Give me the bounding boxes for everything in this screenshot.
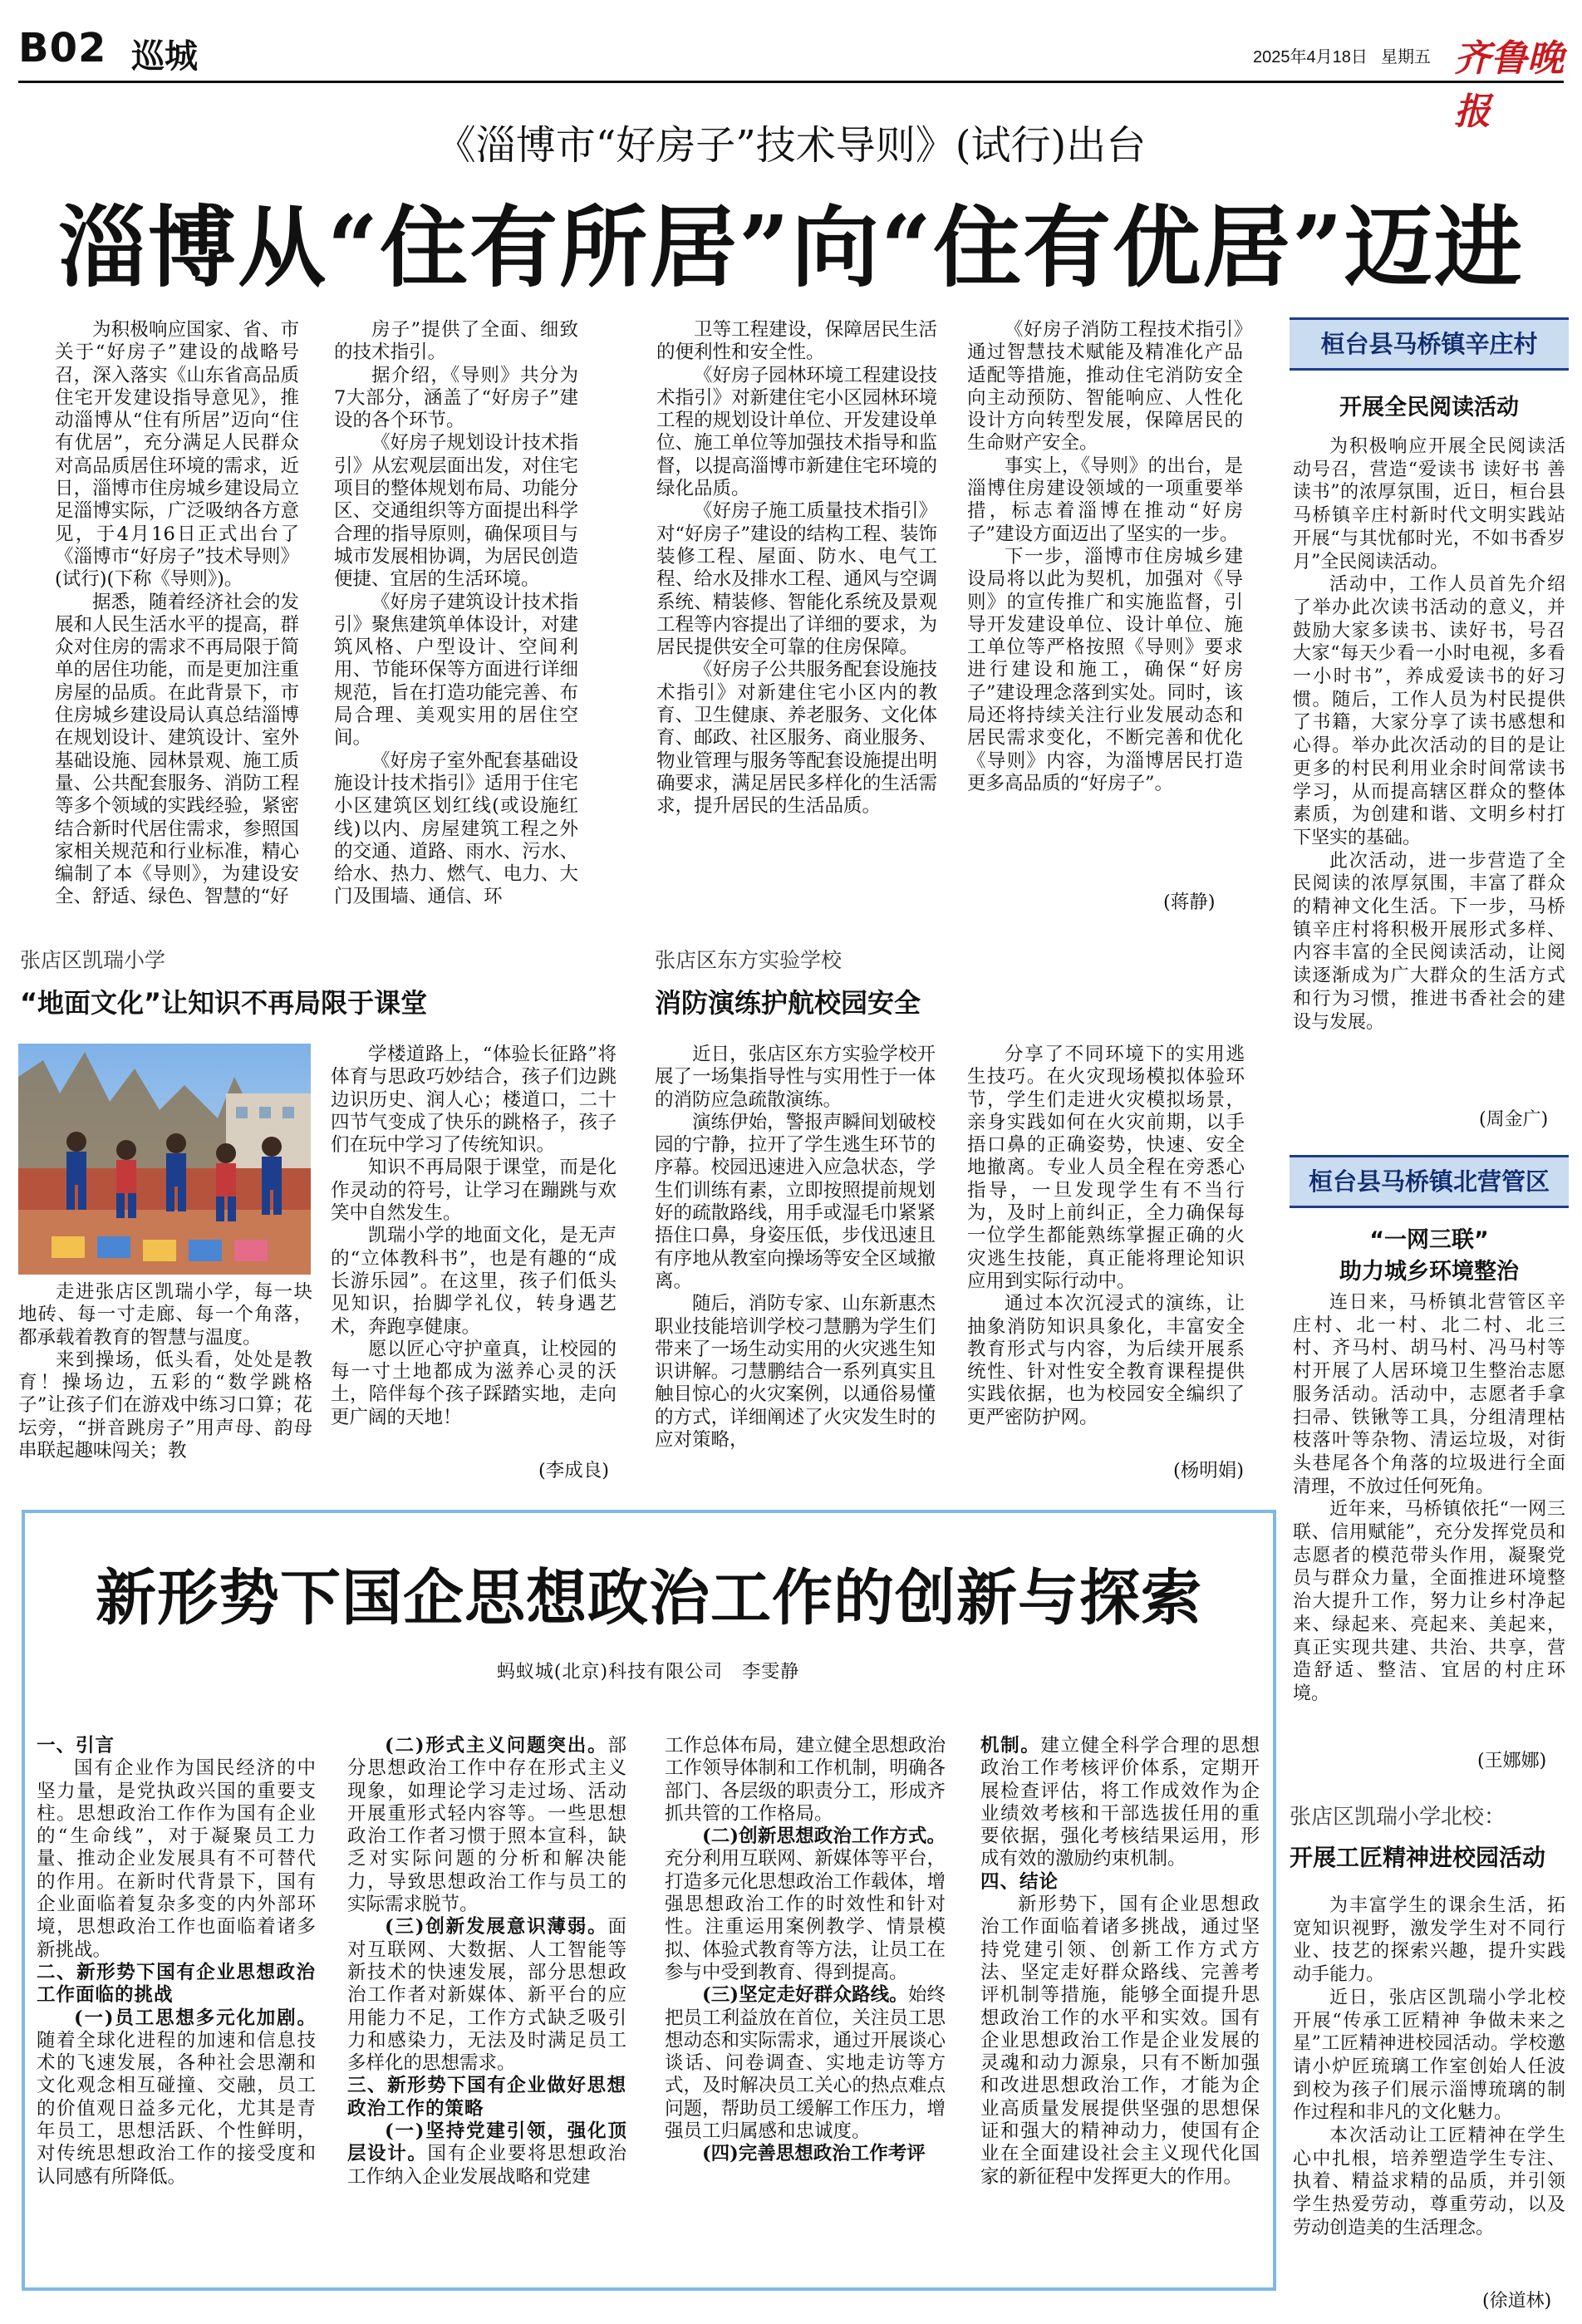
paragraph: 《好房子室外配套基础设施设计技术指引》适用于住宅小区建筑区划红线(或设施红线)以内、房屋建筑工程之外的交通、道路、雨水、污水、给水、热力、燃气、电力、大门及围墙、通信、环 (334, 749, 578, 908)
schoolyard-photo (18, 1044, 311, 1275)
paragraph: 近日，张店区东方实验学校开展了一场集指导性与实用性于一体的消防应急疏散演练。 (655, 1044, 936, 1111)
paragraph: 活动中，工作人员首先介绍了举办此次读书活动的意义，并鼓励大家多读书、读好书，号召大家“每天少看一小时电视，多看一小时书”，养成爱读书的好习惯。随后，工作人员为村民提供了书籍，大家分享了读书感想和心得。举办此次活动的目的是让更多的村民利用业余时间常读书学习，从而提高辖区群众的整体素质，为创建和谐、文明乡村打下坚实的基础。 (1293, 574, 1565, 848)
sidebar-box2-title-line2: 助力城乡环境整治 (1339, 1259, 1519, 1285)
section-heading: 四、结论 (980, 1870, 1059, 1893)
paragraph: 《好房子公共服务配套设施技术指引》对新建住宅小区内的教育、卫生健康、养老服务、文化体育、邮政、社区服务、商业服务、物业管理与服务等配套设施提出明确要求，满足居民多样化的生活需求，提升居民的生活品质。 (656, 659, 937, 818)
section-name: 巡城 (131, 37, 198, 76)
paragraph: 愿以匠心守护童真，让校园的每一寸土地都成为滋养心灵的沃土，陪伴每个孩子踩踏实地，走向更广阔的天地！ (331, 1338, 617, 1428)
paragraph-lead-in: (四)完善思想政治工作考评 (702, 2143, 926, 2165)
lead-column-4 (967, 319, 1243, 795)
sidebar-box1-title: 开展全民阅读活动 (1339, 395, 1519, 420)
paragraph: (二)形式主义问题突出。部分思想政治工作中存在形式主义现象，如理论学习走过场、活动开展重形式轻内容等。一些思想政治工作者习惯于照本宣科，缺乏对实际问题的分析和解决能力，导致思想政治工作与员工的实际需求脱节。 (347, 1735, 626, 1916)
lead-column-3 (656, 319, 937, 818)
sidebar-box1-body (1293, 435, 1565, 1034)
ground-story-right-column (331, 1044, 617, 1429)
paragraph-lead-in: 机制。 (980, 1735, 1041, 1757)
ground-story-school: 张店区凯瑞小学 (20, 948, 166, 972)
lead-signature: (蒋静) (1163, 892, 1216, 913)
paragraph: 通过本次沉浸式的演练，让抽象消防知识具象化，丰富安全教育形式与内容，为后续开展系统性、针对性安全教育课程提供实践依据，也为校园安全编织了更严密防护网。 (967, 1293, 1245, 1428)
paragraph: 演练伊始，警报声瞬间划破校园的宁静，拉开了学生逃生环节的序幕。校园迅速进入应急状态，学生们训练有素，立即按照提前规划好的疏散路线，用手或湿毛巾紧紧捂住口鼻，身姿压低，步伐迅速且有序地从教室向操场等安全区域撤离。 (655, 1111, 936, 1292)
feature-column-2 (347, 1735, 626, 2189)
paragraph: (一)员工思想多元化加剧。随着全球化进程的加速和信息技术的飞速发展，各种社会思潮和文化观念相互碰撞、交融，员工的价值观日益多元化，尤其是青年员工，思想活跃、个性鲜明，对传统思想政治工作的接受度和认同感有所降低。 (37, 2007, 316, 2188)
feature-column-1 (37, 1735, 316, 2189)
paragraph: 《好房子园林环境工程建设技术指引》对新建住宅小区园林环境工程的规划设计单位、开发建设单位、施工单位等加强技术指导和监督，以提高淄博市新建住宅环境的绿化品质。 (656, 364, 937, 500)
issue-date: 2025年4月18日 (1253, 48, 1368, 66)
paragraph: 《好房子消防工程技术指引》通过智慧技术赋能及精准化产品适配等措施，推动住宅消防安全向主动预防、智能响应、人性化设计方向转型发展，保障居民的生命财产安全。 (967, 319, 1243, 454)
paragraph: 此次活动，进一步营造了全民阅读的浓厚氛围，丰富了群众的精神文化生活。下一步，马桥镇辛庄村将积极开展形式多样、内容丰富的全民阅读活动，让阅读逐渐成为广大群众的生活方式和行为习惯，推进书香社会的建设与发展。 (1293, 850, 1565, 1033)
paragraph: (二)创新思想政治工作方式。充分利用互联网、新媒体等平台，打造多元化思想政治工作载体，增强思想政治工作的时效性和针对性。注重运用案例教学、情景模拟、体验式教育等方法，让员工在参与中受到教育、得到提高。 (665, 1825, 946, 1983)
paragraph (665, 2143, 946, 2165)
paragraph: 来到操场，低头看，处处是教育！操场边，五彩的“数学跳格子”让孩子们在游戏中练习口算；花坛旁，“拼音跳房子”用声母、韵母串联起趣味闯关；教 (18, 1349, 312, 1462)
paragraph: (三)创新发展意识薄弱。面对互联网、大数据、人工智能等新技术的快速发展，部分思想政治工作者对新媒体、新平台的应用能力不足，工作方式缺乏吸引力和感染力，无法及时满足员工多样化的思想需求。 (347, 1916, 626, 2075)
paragraph: (一)坚持党建引领，强化顶层设计。国有企业要将思想政治工作纳入企业发展战略和党建 (347, 2120, 626, 2188)
paragraph: 新形势下，国有企业思想政治工作面临着诸多挑战，通过坚持党建引领、创新工作方式方法、坚定走好群众路线、完善考评机制等措施，能够全面提升思想政治工作的水平和实效。国有企业思想政治工作是企业发展的灵魂和动力源泉，只有不断加强和改进思想政治工作，才能为企业高质量发展提供坚强的思想保证和强大的精神动力，使国有企业在全面建设社会主义现代化国家的新征程中发挥更大的作用。 (980, 1894, 1260, 2188)
feature-byline: 蚂蚁城(北京)科技有限公司 李雯静 (496, 1662, 800, 1683)
fire-story-title: 消防演练护航校园安全 (655, 987, 921, 1019)
lead-headline: 淄博从“住有所居”向“住有优居”迈进 (58, 195, 1524, 299)
paragraph: 机制。建立健全科学合理的思想政治工作考核评价体系，定期开展检查评估，将工作成效作为企业绩效考核和干部选拔任用的重要依据，强化考核结果运用，形成有效的激励约束机制。 (980, 1735, 1260, 1870)
sidebar-box3-signature: (徐道林) (1482, 2291, 1552, 2312)
paragraph: (三)坚定走好群众路线。始终把员工利益放在首位，关注员工思想动态和实际需求，通过开展谈心谈话、问卷调查、实地走访等方式，及时解决员工关心的热点难点问题，帮助员工缓解工作压力，增强员工归属感和忠诚度。 (665, 1984, 946, 2143)
sidebar-box2-title-line1: “一网三联” (1369, 1227, 1489, 1253)
paragraph: 《好房子建筑设计技术指引》聚焦建筑单体设计，对建筑风格、户型设计、空间利用、节能环保等方面进行详细规范，旨在打造功能完善、布局合理、美观实用的居住空间。 (334, 591, 578, 749)
fire-story-signature: (杨明娟) (1173, 1460, 1245, 1481)
paragraph: 分享了不同环境下的实用逃生技巧。在火灾现场模拟体验环节，学生们走进火灾模拟场景，亲身实践如何在火灾前期，以手捂口鼻的正确姿势，快速、安全地撤离。专业人员全程在旁悉心指导，一旦发现学生有不当行为，及时上前纠正，全力确保每一位学生都能熟练掌握正确的火灾逃生技能，真正能将理论知识应用到实际行动中。 (967, 1044, 1245, 1292)
paragraph: 《好房子规划设计技术指引》从宏观层面出发，对住宅项目的整体规划布局、功能分区、交通组织等方面提出科学合理的指导原则，确保项目与城市发展相协调，为居民创造便捷、宜居的生活环境。 (334, 432, 578, 591)
sidebar-box1-signature: (周金广) (1479, 1109, 1549, 1130)
paragraph: 近日，张店区凯瑞小学北校开展“传承工匠精神 争做未来之星”工匠精神进校园活动。学校邀请小炉匠琉璃工作室创始人任波到校为孩子们展示淄博琉璃的制作过程和非凡的文化魅力。 (1293, 1987, 1565, 2124)
paragraph: 卫等工程建设，保障居民生活的便利性和安全性。 (656, 319, 937, 364)
paragraph: 据介绍，《导则》共分为7大部分，涵盖了“好房子”建设的各个环节。 (334, 364, 578, 432)
paragraph: 事实上，《导则》的出台，是淄博住房建设领域的一项重要举措，标志着淄博在推动“好房子”建设方面迈出了坚实的一步。 (967, 454, 1243, 545)
paragraph: 随后，消防专家、山东新惠杰职业技能培训学校刁慧鹏为学生们带来了一场生动实用的火灾逃生知识讲解。刁慧鹏结合一系列真实且触目惊心的火灾案例，以通俗易懂的方式，详细阐述了火灾发生时的应对策略， (655, 1293, 936, 1452)
paragraph: 走进张店区凯瑞小学，每一块地砖、每一寸走廊、每一个角落，都承载着教育的智慧与温度。 (18, 1281, 312, 1349)
feature-column-4 (980, 1735, 1260, 2189)
feature-column-3 (665, 1735, 946, 2166)
fire-story-school: 张店区东方实验学校 (655, 948, 843, 972)
lead-column-2 (334, 319, 578, 909)
sidebar-box2-signature: (王娜娜) (1477, 1751, 1547, 1771)
paragraph: 为积极响应开展全民阅读活动号召，营造“爱读书 读好书 善读书”的浓厚氛围，近日，桓台县马桥镇辛庄村新时代文明实践站开展“与其忧郁时光，不如书香岁月”全民阅读活动。 (1293, 436, 1565, 572)
fire-story-right-column (967, 1044, 1245, 1429)
paragraph-lead-in: (三)坚定走好群众路线。 (702, 1984, 908, 2007)
paragraph: 据悉，随着经济社会的发展和人民生活水平的提高，群众对住房的需求不再局限于简单的居住功能，而是更加注重房屋的品质。在此背景下，市住房城乡建设局认真总结淄博在规划设计、建筑设计、室外基础设施、园林景观、施工质量、公共配套服务、消防工程等多个领域的实践经验，紧密结合新时代居住需求，参照国家相关规范和行业标准，精心编制了本《导则》，为建设安全、舒适、绿色、智慧的“好 (55, 591, 299, 908)
newspaper-logo: 齐鲁晚报 (1454, 37, 1564, 133)
paragraph-lead-in: (一)员工思想多元化加剧。 (74, 2007, 316, 2029)
paragraph-lead-in: (二)形式主义问题突出。 (385, 1735, 608, 1757)
issue-weekday: 星期五 (1381, 48, 1431, 66)
page-number: B02 (18, 25, 107, 71)
feature-title: 新形势下国企思想政治工作的创新与探索 (96, 1562, 1202, 1634)
paragraph: 连日来，马桥镇北营管区辛庄村、北一村、北二村、北三村、齐马村、胡马村、冯马村等村开展了人居环境卫生整治志愿服务活动。活动中，志愿者手拿扫帚、铁锹等工具，分组清理枯枝落叶等杂物、清运垃圾，对街头巷尾各个角落的垃圾进行全面清理，不放过任何死角。 (1293, 1292, 1565, 1497)
ground-story-signature: (李成良) (538, 1460, 610, 1481)
sidebar-box3-school: 张店区凯瑞小学北校： (1290, 1805, 1506, 1830)
paragraph: 《好房子施工质量技术指引》对“好房子”建设的结构工程、装饰装修工程、屋面、防水、电气工程、给水及排水工程、通风与空调系统、精装修、智能化系统及景观工程等内容提出了详细的要求，为居民提供安全可靠的住房保障。 (656, 500, 938, 659)
fire-story-left-column (655, 1044, 936, 1452)
sidebar-box3-body (1293, 1894, 1565, 2240)
sidebar-box2-header: 桓台县马桥镇北营管区 (1290, 1155, 1569, 1208)
paragraph-lead-in: (一)坚持党建引领，强化顶层设计。 (347, 2120, 626, 2165)
paragraph: 工作总体布局，建立健全思想政治工作领导体制和工作机制，明确各部门、各层级的职责分工，形成齐抓共管的工作格局。 (665, 1735, 946, 1825)
paragraph: 知识不再局限于课堂，而是化作灵动的符号，让学习在蹦跳与欢笑中自然发生。 (331, 1157, 617, 1225)
ground-story-title: “地面文化”让知识不再局限于课堂 (20, 987, 428, 1019)
paragraph: 为丰富学生的课余生活，拓宽知识视野，激发学生对不同行业、技艺的探索兴趣，提升实践动手能力。 (1293, 1895, 1565, 1986)
sidebar-box2-body (1293, 1291, 1565, 1706)
paragraph: 房子”提供了全面、细致的技术指引。 (334, 319, 578, 364)
paragraph-lead-in: (三)创新发展意识薄弱。 (385, 1916, 608, 1938)
section-heading: 三、新形势下国有企业做好思想政治工作的策略 (347, 2075, 626, 2120)
paragraph: 学楼道路上，“体验长征路”将体育与思政巧妙结合，孩子们边跳边识历史、润人心；楼道口，二十四节气变成了快乐的跳格子，孩子们在玩中学习了传统知识。 (331, 1044, 617, 1157)
paragraph: 为积极响应国家、省、市关于“好房子”建设的战略号召，深入落实《山东省高品质住宅开发建设指导意见》，推动淄博从“住有所居”迈向“住有优居”，充分满足人民群众对高品质居住环境的需求，近日，淄博市住房城乡建设局立足淄博实际，广泛吸纳各方意见，于4月16日正式出台了《淄博市“好房子”技术导则》(试行)(下称《导则》)。 (55, 319, 299, 591)
paragraph-lead-in: (二)创新思想政治工作方式。 (702, 1825, 946, 1848)
section-heading: 二、新形势下国有企业思想政治工作面临的挑战 (37, 1961, 316, 2007)
sidebar-box3-title: 开展工匠精神进校园活动 (1290, 1844, 1546, 1871)
paragraph: 近年来，马桥镇依托“一网三联、信用赋能”，充分发挥党员和志愿者的模范带头作用，凝聚党员与群众力量，全面推进环境整治大提升工作，努力让乡村净起来、绿起来、亮起来、美起来，真正实现共建、共治、共享，营造舒适、整洁、宜居的村庄环境。 (1293, 1499, 1565, 1704)
header-divider (18, 81, 1564, 83)
paragraph: 下一步，淄博市住房城乡建设局将以此为契机，加强对《导则》的宣传推广和实施监督，引导开发建设单位、设计单位、施工单位等严格按照《导则》要求进行建设和施工，确保“好房子”建设理念落到实处。同时，该局还将持续关注行业发展动态和居民需求变化，不断完善和优化《导则》内容，为淄博居民打造更多高品质的“好房子”。 (967, 545, 1243, 794)
sidebar-box1-header: 桓台县马桥镇辛庄村 (1290, 317, 1569, 371)
lead-kicker: 《淄博市“好房子”技术导则》(试行)出台 (435, 122, 1147, 169)
paragraph: 凯瑞小学的地面文化，是无声的“立体教科书”，也是有趣的“成长游乐园”。在这里，孩子们低头见知识，抬脚学礼仪，转身遇艺术，奔跑享健康。 (331, 1225, 617, 1338)
paragraph: 国有企业作为国民经济的中坚力量，是党执政兴国的重要支柱。思想政治工作作为国有企业的“生命线”，对于凝聚员工力量、推动企业发展具有不可替代的作用。在新时代背景下，国有企业面临着复杂多变的内外部环境，思想政治工作也面临着诸多新挑战。 (37, 1757, 316, 1961)
ground-story-left-column (18, 1281, 312, 1462)
lead-column-1 (55, 319, 299, 909)
paragraph: 本次活动让工匠精神在学生心中扎根，培养塑造学生专注、执着、精益求精的品质，并引领学生热爱劳动，尊重劳动，以及劳动创造美的生活理念。 (1293, 2125, 1565, 2238)
section-heading: 一、引言 (37, 1735, 115, 1757)
